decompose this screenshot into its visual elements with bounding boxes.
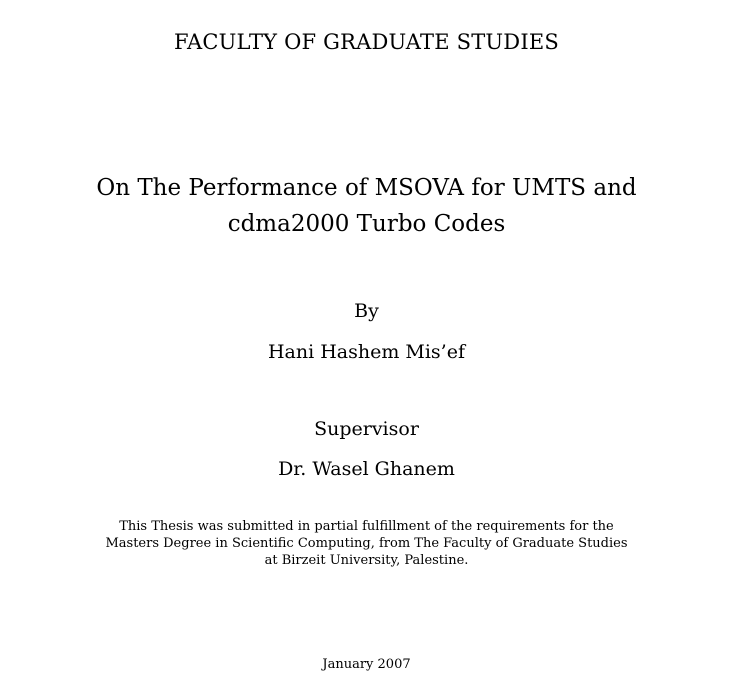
submission-date: January 2007 [322,657,411,672]
statement-line-2: Masters Degree in Scientific Computing, from The Faculty of Graduate Studies [105,536,628,551]
statement-line-1: This Thesis was submitted in partial fulfillment of the requirements for the [119,519,614,534]
thesis-title [0,170,733,242]
supervisor-name: Dr. Wasel Ghanem [278,458,455,480]
faculty-heading: FACULTY OF GRADUATE STUDIES [174,30,559,54]
by-label: By [354,300,379,322]
author-name: Hani Hashem Mis’ef [267,341,466,363]
statement-line-3: at Birzeit University, Palestine. [264,553,469,568]
thesis-title-line-1: On The Performance of MSOVA for UMTS and [96,175,637,201]
thesis-title-line-2: cdma2000 Turbo Codes [227,211,506,237]
supervisor-label: Supervisor [314,418,419,440]
submission-statement [0,518,733,569]
